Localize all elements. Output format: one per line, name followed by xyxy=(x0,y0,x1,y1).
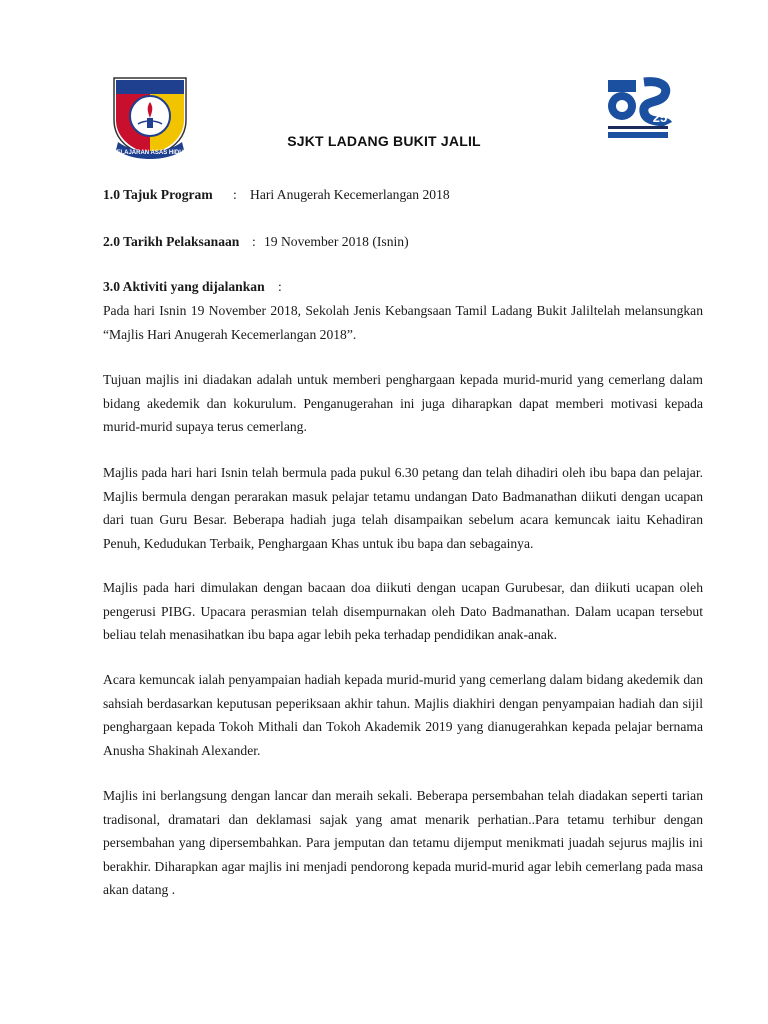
paragraph-tujuan: Tujuan majlis ini diadakan adalah untuk memberi penghargaan kepada murid-murid yang cemerlang dalam bidang akedemik dan kokurulum. Penganugerahan ini juga diharapkan dapat memberi motivasi kepada murid-murid supaya terus cemerlang. xyxy=(103,372,703,435)
ts25-number: 25 xyxy=(652,110,668,125)
field-aktiviti xyxy=(103,279,265,295)
field-separator: : xyxy=(252,234,256,249)
page-title: SJKT LADANG BUKIT JALIL xyxy=(287,133,481,149)
field-tajuk-program xyxy=(103,187,213,203)
field-separator: : xyxy=(233,187,237,202)
field-label: 3.0 Aktiviti yang dijalankan xyxy=(103,279,265,294)
paragraph-acara-kemuncak: Acara kemuncak ialah penyampaian hadiah kepada murid-murid yang cemerlang dalam bidang akedemik dan sahsiah berdasarkan keputusan peperiksaan akhir tahun. Majlis diakhiri dengan penyampaian hadiah dan sijil penghargaan kepada Tokoh Mithali dan Tokoh Akademik 2019 yang dianugerahkan kepada pelajar bernama Anusha Shakinah Alexander. xyxy=(103,672,703,758)
crest-motto: PELAJARAN ASAS HIDUP xyxy=(112,150,188,156)
paragraph-penutup: Majlis ini berlangsung dengan lancar dan meraih sekali. Beberapa persembahan telah diadakan seperti tarian tradisonal, dramatari dan deklamasi sajak yang amat menarik perhatian..Para tetamu terhibur dengan persembahan yang dipersembahkan. Para jemputan dan tetamu dijemput menikmati juadah sejurus majlis ini berakhir. Diharapkan agar majlis ini menjadi pendorong kepada murid-murid agar lebih cemerlang pada masa akan datang . xyxy=(103,788,703,898)
paragraph-intro: Pada hari Isnin 19 November 2018, Sekolah Jenis Kebangsaan Tamil Ladang Bukit Jaliltelah melansungkan “Majlis Hari Anugerah Kecemerlangan 2018”. xyxy=(103,303,703,342)
field-separator: : xyxy=(278,279,282,294)
field-label: 2.0 Tarikh Pelaksanaan xyxy=(103,234,240,249)
paragraph-upacara: Majlis pada hari dimulakan dengan bacaan doa diikuti dengan ucapan Gurubesar, dan diikuti ucapan oleh pengerusi PIBG. Upacara perasmian telah disempurnakan oleh Dato Badmanathan. Dalam ucapan tersebut beliau telah menasihatkan ibu bapa agar lebih peka terhadap pendidikan anak-anak. xyxy=(103,580,703,643)
field-tarikh-pelaksanaan xyxy=(103,234,239,250)
paragraph-majlis-bermula: Majlis pada hari hari Isnin telah bermula pada pukul 6.30 petang dan telah dihadiri oleh ibu bapa dan pelajar. Majlis bermula dengan perarakan masuk pelajar tetamu undangan Dato Badmanathan diikuti dengan ucapan dari tuan Guru Besar. Beberapa hadiah juga telah disampaikan sebelum acara kemuncak iaitu Kehadiran Penuh, Kedudukan Terbaik, Penghargaan Khas untuk ibu bapa dan sebagainya. xyxy=(103,465,703,551)
field-value: 19 November 2018 (Isnin) xyxy=(264,234,409,249)
field-value: Hari Anugerah Kecemerlangan 2018 xyxy=(250,187,450,202)
field-label: 1.0 Tajuk Program xyxy=(103,187,213,202)
